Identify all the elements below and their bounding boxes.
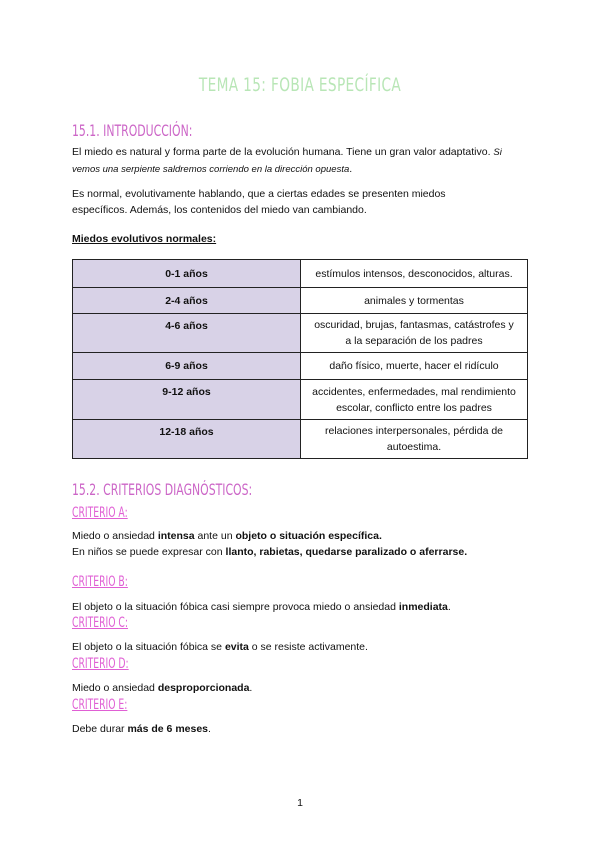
description-line: escolar, conflicto entre los padres [336,401,492,414]
description-cell [301,353,528,380]
criterio-d-text [72,680,534,696]
section-heading-introduccion: 15.1. INTRODUCCIÓN: [72,121,193,140]
criterio-e-text [72,721,534,737]
table-row [73,353,528,380]
page-number: 1 [297,797,303,809]
age-cell: 12-18 años [73,420,301,459]
description-cell [301,260,528,288]
description-cell [301,420,528,459]
criterio-a-l1-mid: ante un [194,530,236,542]
criterio-e-pre: Debe durar [72,723,128,735]
intro-p1-italic-a: Si [493,147,502,158]
description-line: autoestima. [386,441,442,453]
description-cell [301,288,528,314]
description-line: a la separación de los padres [345,335,483,347]
intro-p1-text: El miedo es natural y forma parte de la evolución humana. Tiene un gran valor adaptativo. [72,146,494,158]
criterio-a-text [72,528,534,560]
criterio-d-post: . [249,682,253,694]
description-line: accidentes, enfermedades, mal rendimiento [312,385,516,398]
miedos-table [72,259,528,459]
description-line: oscuridad, brujas, fantasmas, catástrofes y [314,319,514,331]
document-title: TEMA 15: FOBIA ESPECÍFICA [198,74,402,96]
criterio-c-pre: El objeto o la situación fóbica se [72,641,225,653]
table-row [73,260,528,288]
description-line: daño físico, muerte, hacer el ridículo [329,360,499,372]
section-heading-criterios: 15.2. CRITERIOS DIAGNÓSTICOS: [72,480,253,499]
age-cell: 0-1 años [73,260,301,288]
criterio-d-bold: desproporcionada [157,682,250,694]
intro-p1-italic-b: vemos una serpiente saldremos corriendo en la dirección opuesta [72,164,350,175]
intro-p2-line1: Es normal, evolutivamente hablando, que a ciertas edades se presenten miedos [72,188,446,200]
criterio-b-text [72,599,534,615]
criterio-b-label: CRITERIO B: [72,574,128,590]
age-cell: 9-12 años [73,380,301,420]
criterio-a-l1-pre: Miedo o ansiedad [72,530,158,542]
criterio-d-label: CRITERIO D: [72,656,129,672]
description-line: relaciones interpersonales, pérdida de [324,425,504,437]
description-cell [301,314,528,353]
criterio-c-label: CRITERIO C: [72,615,129,631]
criterio-a-label: CRITERIO A: [72,505,128,521]
criterio-e-bold: más de 6 meses [127,723,209,735]
criterio-b-post: . [447,601,451,613]
criterio-c-post: o se resiste activamente. [248,641,368,653]
intro-paragraph-1 [72,144,534,178]
table-row [73,288,528,314]
criterio-a-l1-bold1: intensa [157,530,195,542]
criterio-a-l1-bold2: objeto o situación específica. [235,530,382,542]
table-row [73,380,528,420]
criterio-a-l2-pre: En niños se puede expresar con [72,546,226,558]
criterio-c-text [72,639,534,655]
table-row [73,420,528,459]
criterio-d-pre: Miedo o ansiedad [72,682,158,694]
intro-paragraph-2 [72,186,534,218]
description-cell [301,380,528,420]
criterio-a-l2-bold: llanto, rabietas, quedarse paralizado o aferrarse. [225,546,468,558]
intro-p1-end: . [349,163,353,175]
age-cell: 6-9 años [73,353,301,380]
intro-p2-line2: específicos. Además, los contenidos del miedo van cambiando. [72,204,367,216]
criterio-e-label: CRITERIO E: [72,697,128,713]
age-cell: 2-4 años [73,288,301,314]
age-cell: 4-6 años [73,314,301,353]
table-row [73,314,528,353]
criterio-b-pre: El objeto o la situación fóbica casi siempre provoca miedo o ansiedad [72,601,399,613]
criterio-e-post: . [208,723,211,735]
table-heading: Miedos evolutivos normales: [72,233,217,245]
description-line: animales y tormentas [364,294,464,307]
criterio-b-bold: inmediata [398,601,448,613]
criterio-c-bold: evita [224,641,249,653]
description-line: estímulos intensos, desconocidos, alturas. [315,267,513,280]
